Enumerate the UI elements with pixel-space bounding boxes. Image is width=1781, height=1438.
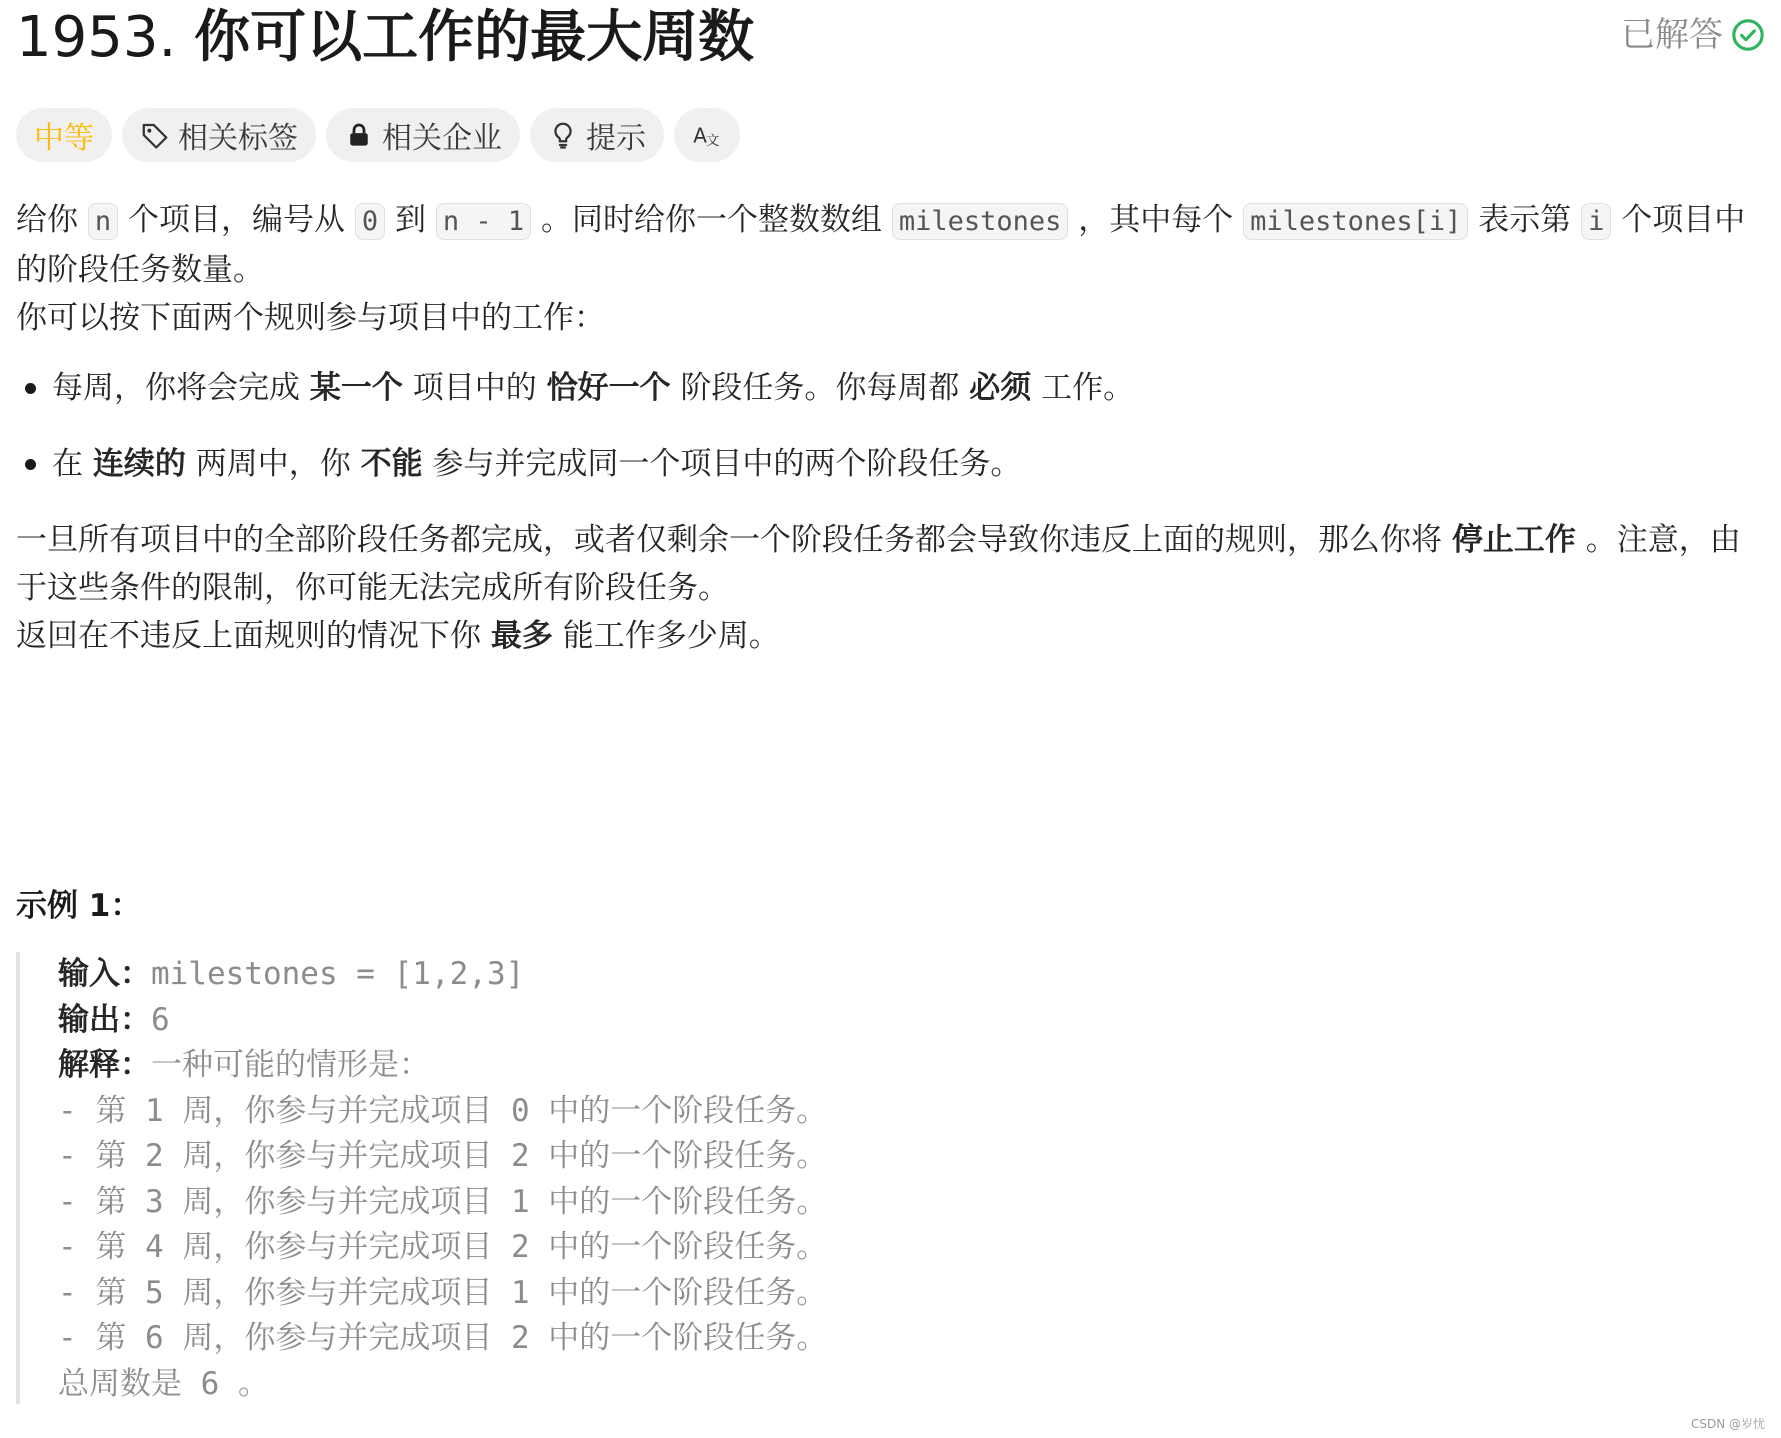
translate-icon — [692, 120, 722, 150]
tag-icon — [140, 120, 170, 150]
problem-header — [16, 0, 1765, 80]
text: 返回在不违反上面规则的情况下你 — [16, 618, 481, 654]
translate-button[interactable] — [674, 108, 740, 162]
bold-text: 不能 — [360, 446, 423, 482]
lock-icon — [344, 120, 374, 150]
example-explanation — [58, 1043, 958, 1089]
related-tags-label: 相关标签 — [178, 121, 298, 156]
solved-status — [1621, 10, 1765, 60]
hint-button[interactable] — [530, 108, 664, 162]
difficulty-label: 中等 — [34, 121, 94, 156]
related-companies-button[interactable] — [326, 108, 520, 162]
text: 个项目中的阶段任务数量。 — [16, 202, 1746, 288]
description-paragraph-4 — [16, 612, 1765, 660]
rules-list — [16, 364, 1765, 488]
bold-text: 恰好一个 — [546, 370, 671, 406]
inline-code: n — [88, 203, 118, 240]
svg-text:文: 文 — [705, 133, 720, 149]
text: 项目中的 — [412, 370, 537, 406]
related-companies-label: 相关企业 — [382, 121, 502, 156]
bold-text: 停止工作 — [1451, 522, 1576, 558]
lightbulb-icon — [548, 120, 578, 150]
description-paragraph-3 — [16, 516, 1765, 612]
problem-title — [16, 2, 754, 74]
inline-code: 0 — [355, 203, 385, 240]
solved-label: 已解答 — [1621, 15, 1723, 55]
output-label: 输出： — [58, 1001, 151, 1038]
problem-number: 1953. — [16, 5, 177, 70]
tag-bar — [16, 108, 740, 162]
explain-value: 一种可能的情形是： — [151, 1047, 430, 1083]
explain-label: 解释： — [58, 1047, 151, 1083]
text: 一旦所有项目中的全部阶段任务都完成，或者仅剩余一个阶段任务都会导致你违反上面的规则，那么你将 — [16, 522, 1442, 558]
text: ，其中每个 — [1078, 202, 1234, 238]
hint-label: 提示 — [586, 121, 646, 156]
rule-item — [16, 364, 1765, 412]
rule-item — [16, 440, 1765, 488]
problem-name: 你可以工作的最大周数 — [194, 5, 755, 70]
text: 表示第 — [1478, 202, 1572, 238]
example-title: 示例 1： — [16, 888, 142, 924]
text: 两周中，你 — [195, 446, 351, 482]
explanation-line: - 第 6 周，你参与并完成项目 2 中的一个阶段任务。 — [58, 1320, 828, 1356]
example-input — [58, 952, 958, 998]
problem-description — [16, 196, 1765, 660]
difficulty-badge[interactable] — [16, 108, 112, 162]
explanation-line: - 第 1 周，你参与并完成项目 0 中的一个阶段任务。 — [58, 1092, 828, 1129]
bold-text: 最多 — [490, 618, 553, 654]
explanation-line: - 第 3 周，你参与并完成项目 1 中的一个阶段任务。 — [58, 1183, 828, 1220]
explanation-line: - 第 5 周，你参与并完成项目 1 中的一个阶段任务。 — [58, 1274, 828, 1311]
related-tags-button[interactable] — [122, 108, 316, 162]
text: 。注意，由于这些条件的限制，你可能无法完成所有阶段任务。 — [16, 522, 1741, 606]
description-paragraph-2: 你可以按下面两个规则参与项目中的工作： — [16, 300, 605, 336]
bold-text: 连续的 — [92, 446, 186, 482]
text: 个项目，编号从 — [127, 202, 345, 238]
bold-text: 某一个 — [309, 370, 403, 406]
explanation-line: - 第 4 周，你参与并完成项目 2 中的一个阶段任务。 — [58, 1229, 828, 1265]
inline-code: milestones — [892, 203, 1069, 240]
text: 参与并完成同一个项目中的两个阶段任务。 — [432, 446, 1022, 482]
text: 阶段任务。你每周都 — [680, 370, 960, 406]
inline-code: milestones[i] — [1243, 203, 1468, 240]
example-block — [16, 952, 958, 1404]
check-circle-icon — [1731, 18, 1765, 52]
text: 到 — [394, 202, 426, 238]
input-value: milestones = [1,2,3] — [151, 956, 525, 992]
watermark: CSDN @岁忧 — [1690, 1417, 1765, 1431]
output-value: 6 — [151, 1001, 170, 1038]
inline-code: i — [1581, 203, 1611, 240]
inline-code: n - 1 — [436, 203, 531, 240]
description-paragraph-1 — [16, 196, 1765, 294]
text: 每周，你将会完成 — [52, 370, 300, 406]
text: 工作。 — [1041, 370, 1135, 406]
example-output — [58, 998, 958, 1044]
text: 给你 — [16, 202, 78, 238]
bold-text: 必须 — [969, 370, 1032, 406]
text: 能工作多少周。 — [562, 618, 780, 654]
explanation-line: 总周数是 6 。 — [58, 1365, 269, 1402]
text: 在 — [52, 446, 83, 482]
svg-text:A: A — [693, 123, 707, 148]
input-label: 输入： — [58, 956, 151, 992]
text: 。同时给你一个整数数组 — [540, 202, 882, 238]
explanation-line: - 第 2 周，你参与并完成项目 2 中的一个阶段任务。 — [58, 1138, 828, 1174]
